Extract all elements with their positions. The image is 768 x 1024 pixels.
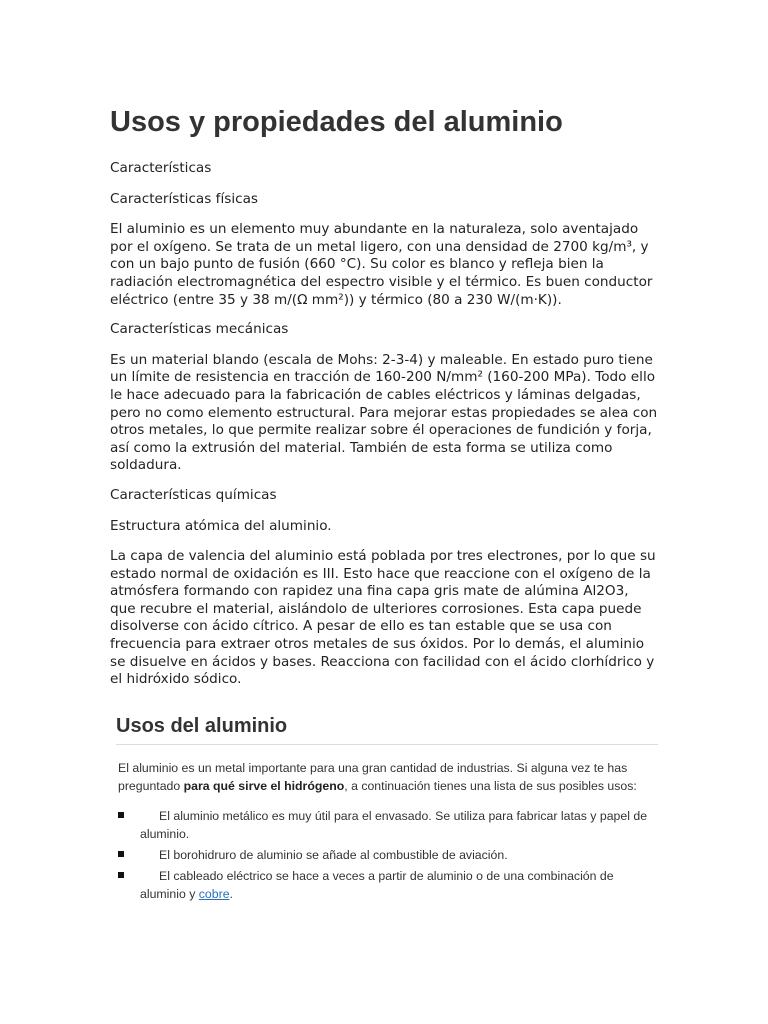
- list-item-text: El borohidruro de aluminio se añade al combustible de aviación.: [159, 848, 508, 862]
- list-item: [118, 867, 658, 903]
- page-title: Usos y propiedades del aluminio: [110, 106, 563, 138]
- list-item-text: El aluminio metálico es muy útil para el envasado. Se utiliza para fabricar latas y papel de aluminio.: [140, 809, 648, 841]
- section-heading-caracteristicas: Características: [110, 160, 212, 176]
- square-bullet-icon: [118, 851, 124, 857]
- section-heading-fisicas: Características físicas: [110, 190, 258, 207]
- section-heading-mecanicas: Características mecánicas: [110, 321, 289, 338]
- caption-estructura: Estructura atómica del aluminio.: [110, 517, 332, 534]
- usos-intro-text: El aluminio es un metal importante para una gran cantidad de industrias. Si alguna vez te has preguntado: [118, 761, 628, 793]
- list-item: [118, 846, 658, 864]
- cobre-link[interactable]: cobre: [198, 887, 230, 901]
- list-item: [118, 807, 658, 843]
- usos-section: [116, 712, 658, 906]
- list-item-text: El cableado eléctrico se hace a veces a partir de aluminio o de una combinación de aluminio y: [140, 869, 614, 901]
- paragraph-quimicas: La capa de valencia del aluminio está poblada por tres electrones, por lo que su estado normal de oxidación es III. Esto hace que reaccione con el oxígeno de la atmósfera formando con rapidez una fina capa gris mate de alúmina Al2O3, que recubre el material, aislándolo de ulteriores corrosiones. Esta capa puede disolverse con ácido cítrico. A pesar de ello es tan estable que se usa con frecuencia para extraer otros metales de sus óxidos. Por lo demás, el aluminio se disuelve en ácidos y bases. Reacciona con facilidad con el ácido clorhídrico y el hidróxido sódico.: [110, 548, 656, 688]
- section-heading-quimicas: Características químicas: [110, 486, 277, 503]
- usos-list: [116, 807, 658, 903]
- paragraph-fisicas: El aluminio es un elemento muy abundante en la naturaleza, solo aventajado por el oxígeno. Se trata de un metal ligero, con una densidad de 2700 kg/m³, y con un bajo punto de fusión (660 °C). Su color es blanco y refleja bien la radiación electromagnética del espectro visible y el térmico. Es buen conductor eléctrico (entre 35 y 38 m/(Ω mm²)) y térmico (80 a 230 W/(m·K)).: [110, 221, 653, 308]
- document-body: [110, 104, 658, 701]
- usos-intro: [118, 759, 658, 795]
- usos-intro-bold: para qué sirve el hidrógeno: [183, 779, 345, 793]
- usos-intro-end: , a continuación tienes una lista de sus posibles usos:: [344, 779, 637, 793]
- list-item-end: .: [229, 887, 233, 901]
- square-bullet-icon: [118, 872, 124, 878]
- square-bullet-icon: [118, 812, 124, 818]
- usos-heading: Usos del aluminio: [116, 712, 658, 745]
- paragraph-mecanicas: Es un material blando (escala de Mohs: 2-3-4) y maleable. En estado puro tiene un límite de resistencia en tracción de 160-200 N/mm² (160-200 MPa). Todo ello le hace adecuado para la fabricación de cables eléctricos y láminas delgadas, pero no como elemento estructural. Para mejorar estas propiedades se alea con otros metales, lo que permite realizar sobre él operaciones de fundición y forja, así como la extrusión del material. También de esta forma se utiliza como soldadura.: [110, 351, 658, 474]
